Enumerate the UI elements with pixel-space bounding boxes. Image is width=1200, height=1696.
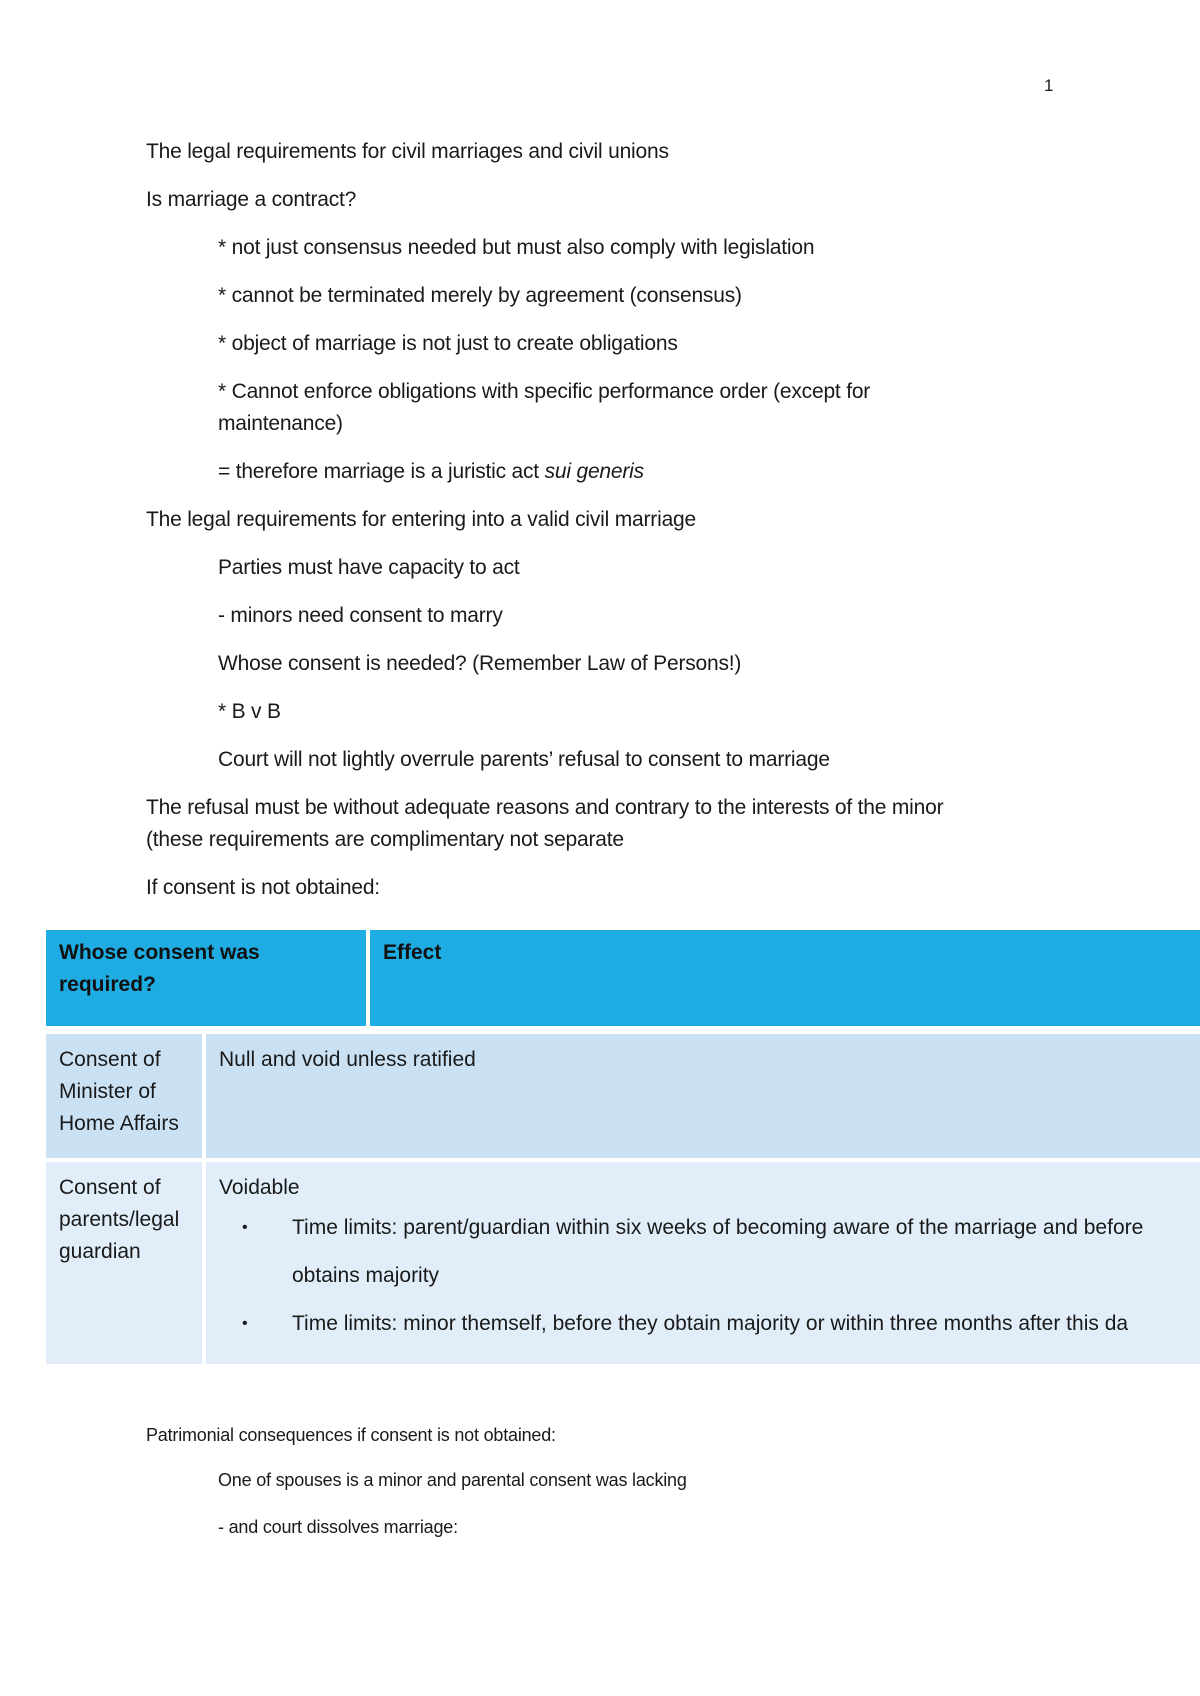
heading-valid-marriage: The legal requirements for entering into a valid civil marriage: [146, 508, 697, 531]
contract-point-4: * Cannot enforce obligations with specific performance order (except for: [218, 380, 871, 403]
refusal-line-1: The refusal must be without adequate reasons and contrary to the interests of the minor: [146, 796, 944, 819]
conclusion-italic: sui generis: [544, 460, 644, 483]
bullet-icon: •: [242, 1219, 248, 1236]
consent-intro: If consent is not obtained:: [146, 876, 380, 899]
voidable-label: Voidable: [219, 1176, 300, 1199]
table-header-col2: Effect: [370, 930, 1200, 1026]
list-item: [206, 1204, 1200, 1300]
contract-point-4-cont: maintenance): [218, 412, 343, 435]
bullet-icon: •: [242, 1315, 248, 1332]
capacity-line-4: * B v B: [218, 700, 281, 723]
capacity-line-1: Parties must have capacity to act: [218, 556, 520, 579]
contract-point-2: * cannot be terminated merely by agreement (consensus): [218, 284, 742, 307]
conclusion-prefix: = therefore marriage is a juristic act: [218, 460, 545, 483]
heading-civil-marriages: The legal requirements for civil marriages and civil unions: [146, 140, 669, 163]
patrimonial-heading: Patrimonial consequences if consent is not obtained:: [146, 1425, 556, 1445]
contract-point-3: * object of marriage is not just to create obligations: [218, 332, 678, 355]
row2-col2: [206, 1162, 1200, 1364]
time-limit-1-line2: obtains majority: [292, 1264, 440, 1287]
row1-col2: Null and void unless ratified: [206, 1034, 1200, 1158]
contract-point-1: * not just consensus needed but must also comply with legislation: [218, 236, 815, 259]
list-item: [206, 1300, 1200, 1348]
time-limit-list: [206, 1204, 1200, 1348]
patrimonial-line-1: One of spouses is a minor and parental consent was lacking: [218, 1470, 687, 1490]
time-limit-2-line1: Time limits: minor themself, before they obtain majority or within three months after this da: [292, 1312, 1129, 1335]
capacity-line-3: Whose consent is needed? (Remember Law of Persons!): [218, 652, 742, 675]
row2-col1: Consent of parents/legal guardian: [46, 1162, 202, 1364]
row1-col1: Consent of Minister of Home Affairs: [46, 1034, 202, 1158]
patrimonial-line-2: - and court dissolves marriage:: [218, 1517, 458, 1537]
refusal-line-2: (these requirements are complimentary not separate: [146, 828, 624, 851]
page-number: 1: [1044, 76, 1054, 95]
time-limit-1-line1: Time limits: parent/guardian within six weeks of becoming aware of the marriage and before: [292, 1216, 1144, 1239]
capacity-line-5: Court will not lightly overrule parents’ refusal to consent to marriage: [218, 748, 830, 771]
table-header-col1: Whose consent was required?: [46, 930, 366, 1026]
question-contract: Is marriage a contract?: [146, 188, 357, 211]
capacity-line-2: - minors need consent to marry: [218, 604, 503, 627]
conclusion-line: [218, 456, 998, 488]
